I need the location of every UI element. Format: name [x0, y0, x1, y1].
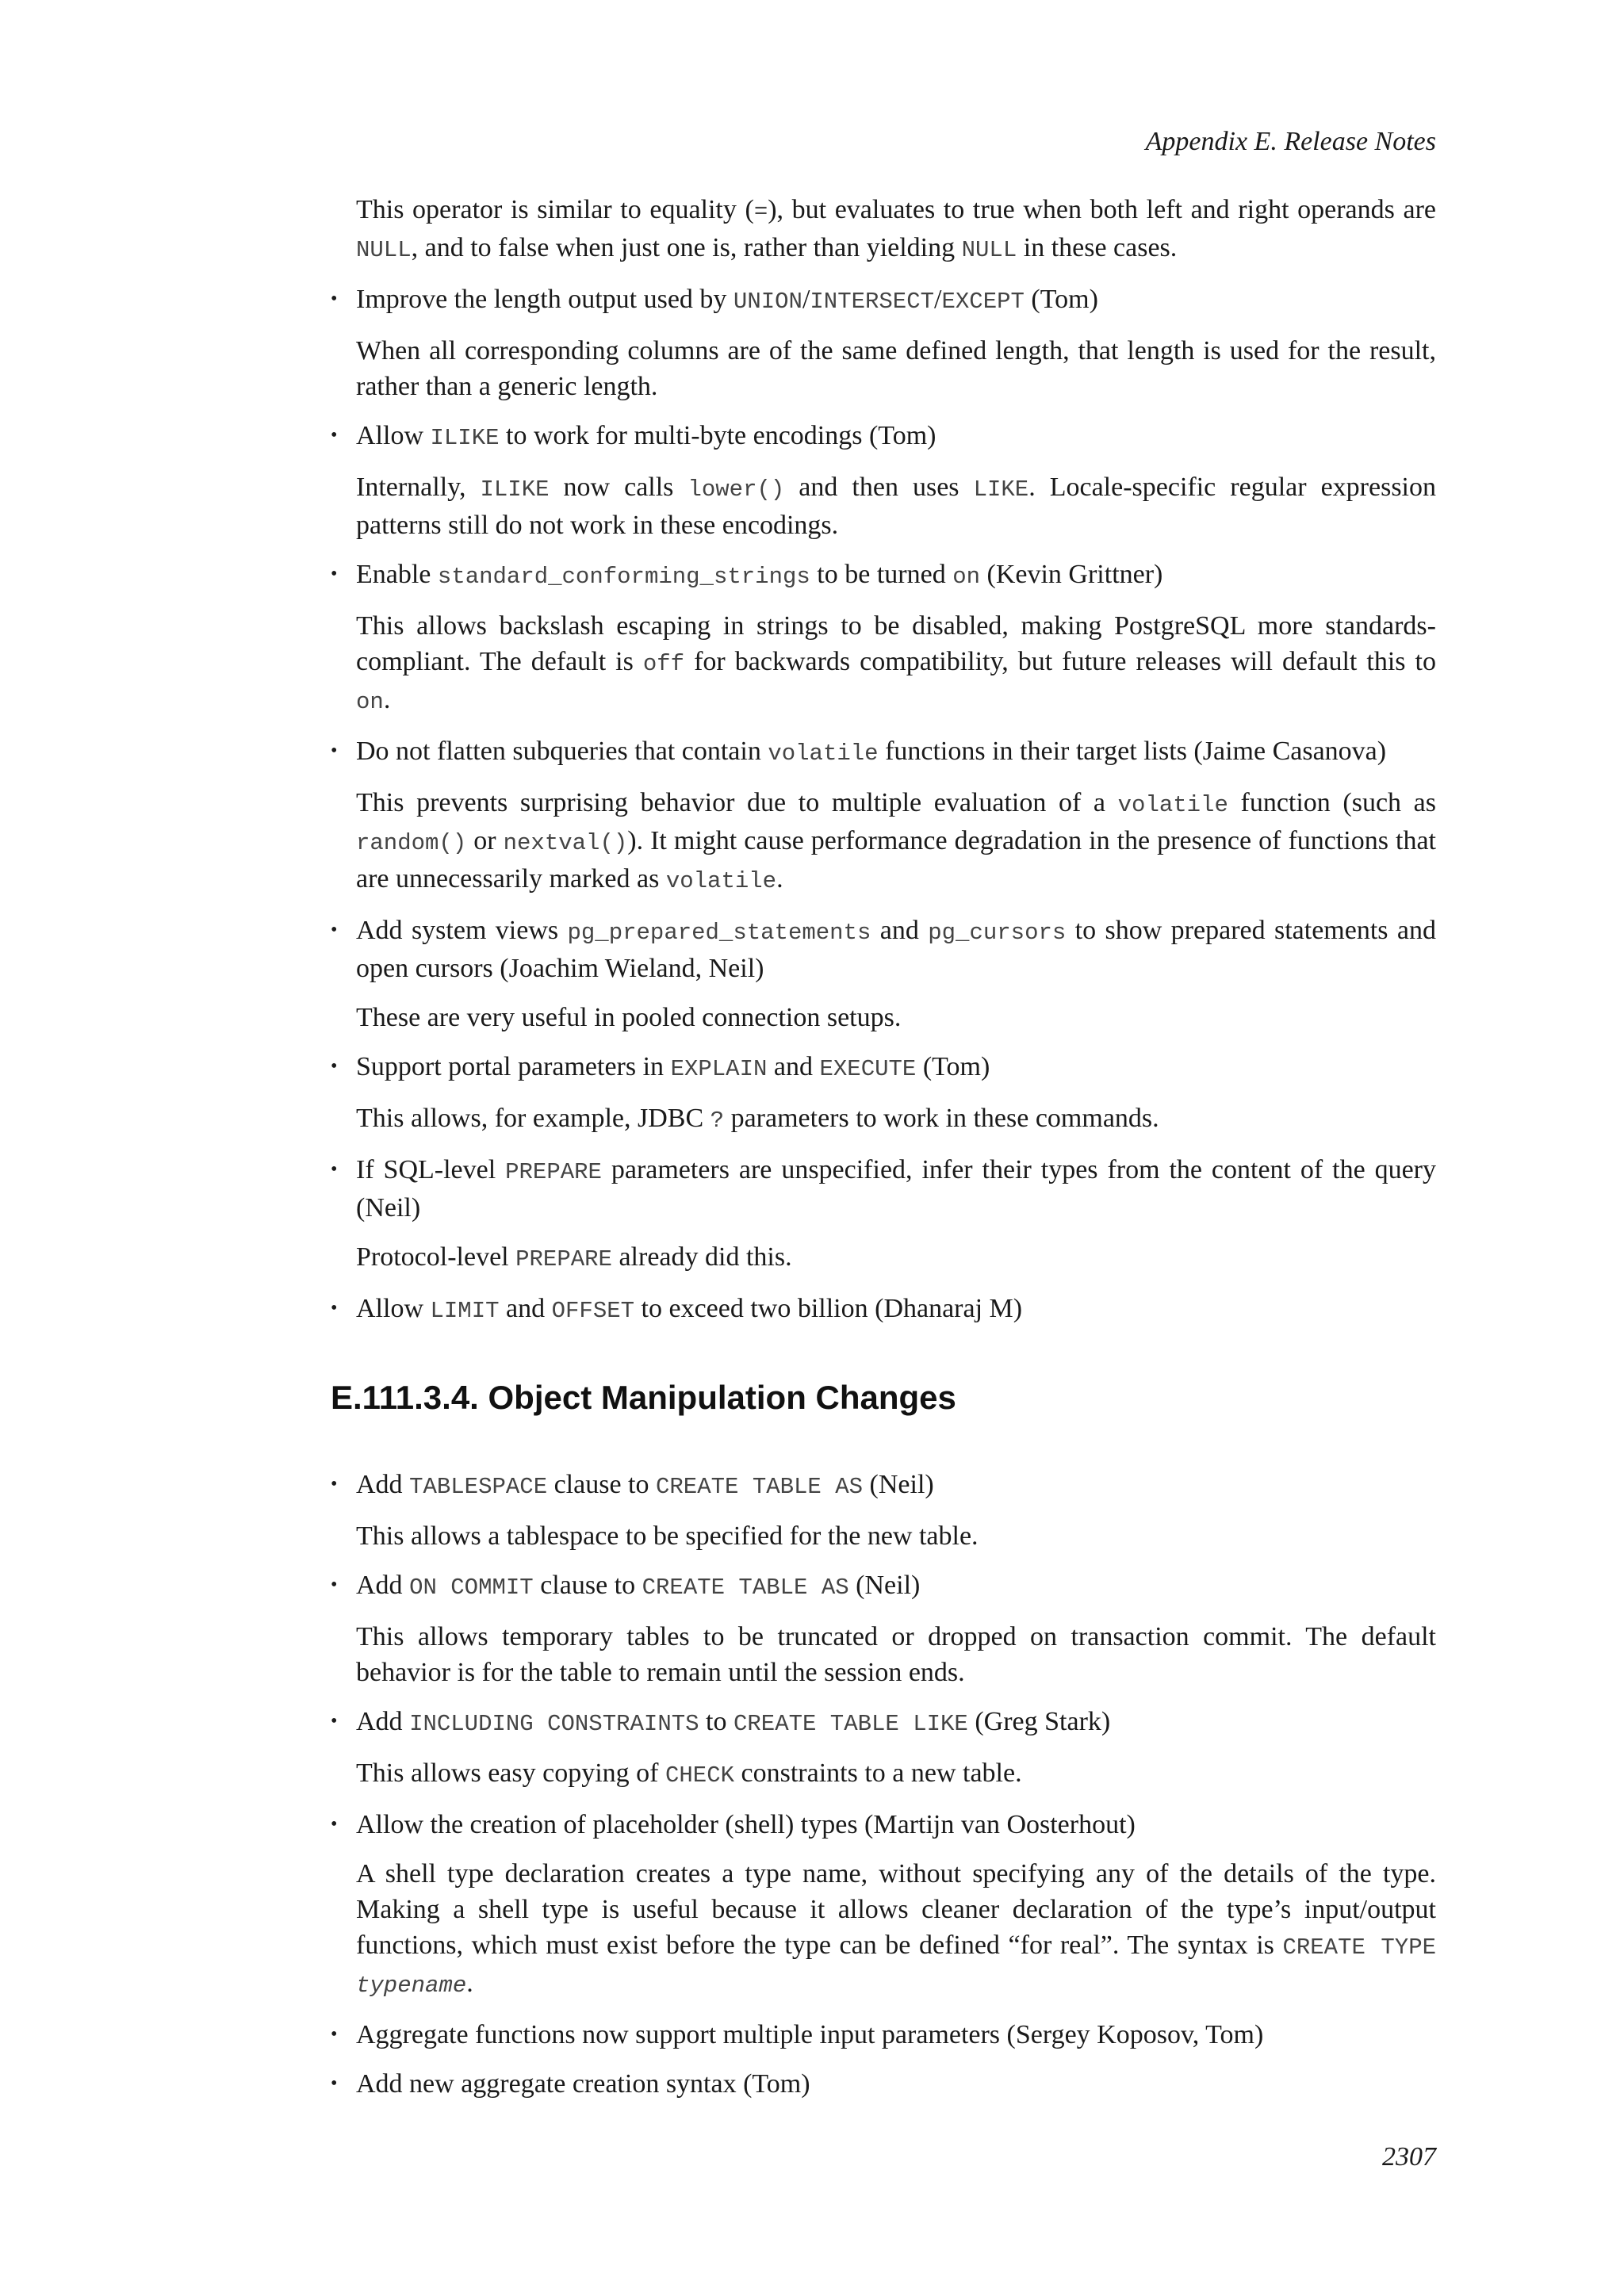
- bullet-icon: •: [331, 920, 338, 940]
- page-content: [331, 192, 1436, 2115]
- bullet-icon: •: [331, 2024, 338, 2045]
- item-detail: A shell type declaration creates a type name, without specifying any of the details of the type. Making a shell type is useful because it allows cleaner declaration of the type’s input/output functions, which must exist before the type can be defined “for real”. The syntax is CREATE TYPE typename.: [356, 1859, 1436, 1999]
- running-header: Appendix E. Release Notes: [1145, 127, 1436, 156]
- release-notes-list: [331, 281, 1436, 1329]
- item-detail: When all corresponding columns are of the same defined length, that length is used for the result, rather than a generic length.: [356, 336, 1436, 401]
- item-detail: This allows backslash escaping in strings to be disabled, making PostgreSQL more standards-compliant. The default is off for backwards compatibility, but future releases will default this to on.: [356, 611, 1436, 715]
- list-item: • If SQL-level PREPARE parameters are unspecified, infer their types from the content of the query (Neil) Protocol-level PREPARE already did this.: [331, 1152, 1436, 1277]
- continuation-paragraph: This operator is similar to equality (=), but evaluates to true when both left and right operands are NULL, and to false when just one is, rather than yielding NULL in these cases.: [356, 195, 1436, 263]
- list-item: • Add INCLUDING CONSTRAINTS to CREATE TABLE LIKE (Greg Stark) This allows easy copying of CHECK constraints to a new table.: [331, 1704, 1436, 1793]
- section-heading: E.111.3.4. Object Manipulation Changes: [331, 1379, 956, 1416]
- bullet-icon: •: [331, 289, 338, 309]
- item-detail: Protocol-level PREPARE already did this.: [356, 1242, 792, 1272]
- item-detail: This allows easy copying of CHECK constraints to a new table.: [356, 1758, 1022, 1789]
- list-item: • Add ON COMMIT clause to CREATE TABLE AS (Neil) This allows temporary tables to be truncated or dropped on transaction commit. The default behavior is for the table to remain until the session ends.: [331, 1567, 1436, 1690]
- list-item: • Allow the creation of placeholder (shell) types (Martijn van Oosterhout) A shell type declaration creates a type name, without specifying any of the details of the type. Making a shell type is useful because it allows cleaner declaration of the type’s input/output functions, which must exist before the type can be defined “for real”. The syntax is CREATE TYPE typename.: [331, 1807, 1436, 2003]
- item-detail: This allows, for example, JDBC ? parameters to work in these commands.: [356, 1104, 1159, 1134]
- item-detail: Internally, ILIKE now calls lower() and then uses LIKE. Locale-specific regular expression patterns still do not work in these encodings.: [356, 473, 1436, 540]
- list-item: • Enable standard_conforming_strings to be turned on (Kevin Grittner) This allows backslash escaping in strings to be disabled, making PostgreSQL more standards-compliant. The default is off for backwards compatibility, but future releases will default this to on.: [331, 557, 1436, 720]
- list-item: • Support portal parameters in EXPLAIN and EXECUTE (Tom) This allows, for example, JDBC ? parameters to work in these commands.: [331, 1049, 1436, 1138]
- bullet-icon: •: [331, 1814, 338, 1835]
- bullet-icon: •: [331, 1056, 338, 1077]
- item-detail: This allows a tablespace to be specified for the new table.: [356, 1521, 979, 1551]
- list-item: • Improve the length output used by UNION/INTERSECT/EXCEPT (Tom) When all corresponding columns are of the same defined length, that length is used for the result, rather than a generic length.: [331, 281, 1436, 404]
- bullet-icon: •: [331, 740, 338, 761]
- bullet-icon: •: [331, 2073, 338, 2094]
- object-manipulation-list: [331, 1467, 1436, 2102]
- list-item: • Add TABLESPACE clause to CREATE TABLE AS (Neil) This allows a tablespace to be specified for the new table.: [331, 1467, 1436, 1554]
- bullet-icon: •: [331, 564, 338, 584]
- item-detail: These are very useful in pooled connection setups.: [356, 1003, 902, 1032]
- list-item: • Allow LIMIT and OFFSET to exceed two billion (Dhanaraj M): [331, 1291, 1436, 1329]
- bullet-icon: •: [331, 1474, 338, 1494]
- list-item: • Allow ILIKE to work for multi-byte encodings (Tom) Internally, ILIKE now calls lower() and then uses LIKE. Locale-specific regular expression patterns still do not work in these encodings.: [331, 418, 1436, 543]
- bullet-icon: •: [331, 425, 338, 446]
- list-item: • Do not flatten subqueries that contain volatile functions in their target lists (Jaime Casanova) This prevents surprising behavior due to multiple evaluation of a volatile function (such as random() or nextval()). It might cause performance degradation in the presence of functions that are unnecessarily marked as volatile.: [331, 733, 1436, 899]
- list-item: • Add system views pg_prepared_statements and pg_cursors to show prepared statements and open cursors (Joachim Wieland, Neil) These are very useful in pooled connection setups.: [331, 913, 1436, 1035]
- bullet-icon: •: [331, 1711, 338, 1732]
- bullet-icon: •: [331, 1575, 338, 1595]
- bullet-icon: •: [331, 1159, 338, 1180]
- item-detail: This allows temporary tables to be truncated or dropped on transaction commit. The default behavior is for the table to remain until the session ends.: [356, 1622, 1436, 1687]
- list-item: • Aggregate functions now support multiple input parameters (Sergey Koposov, Tom): [331, 2017, 1436, 2053]
- list-item: • Add new aggregate creation syntax (Tom): [331, 2066, 1436, 2102]
- page-number: 2307: [1382, 2142, 1436, 2172]
- bullet-icon: •: [331, 1298, 338, 1318]
- item-detail: This prevents surprising behavior due to multiple evaluation of a volatile function (such as random() or nextval()). It might cause performance degradation in the presence of functions that are unnecessarily marked as volatile.: [356, 788, 1436, 894]
